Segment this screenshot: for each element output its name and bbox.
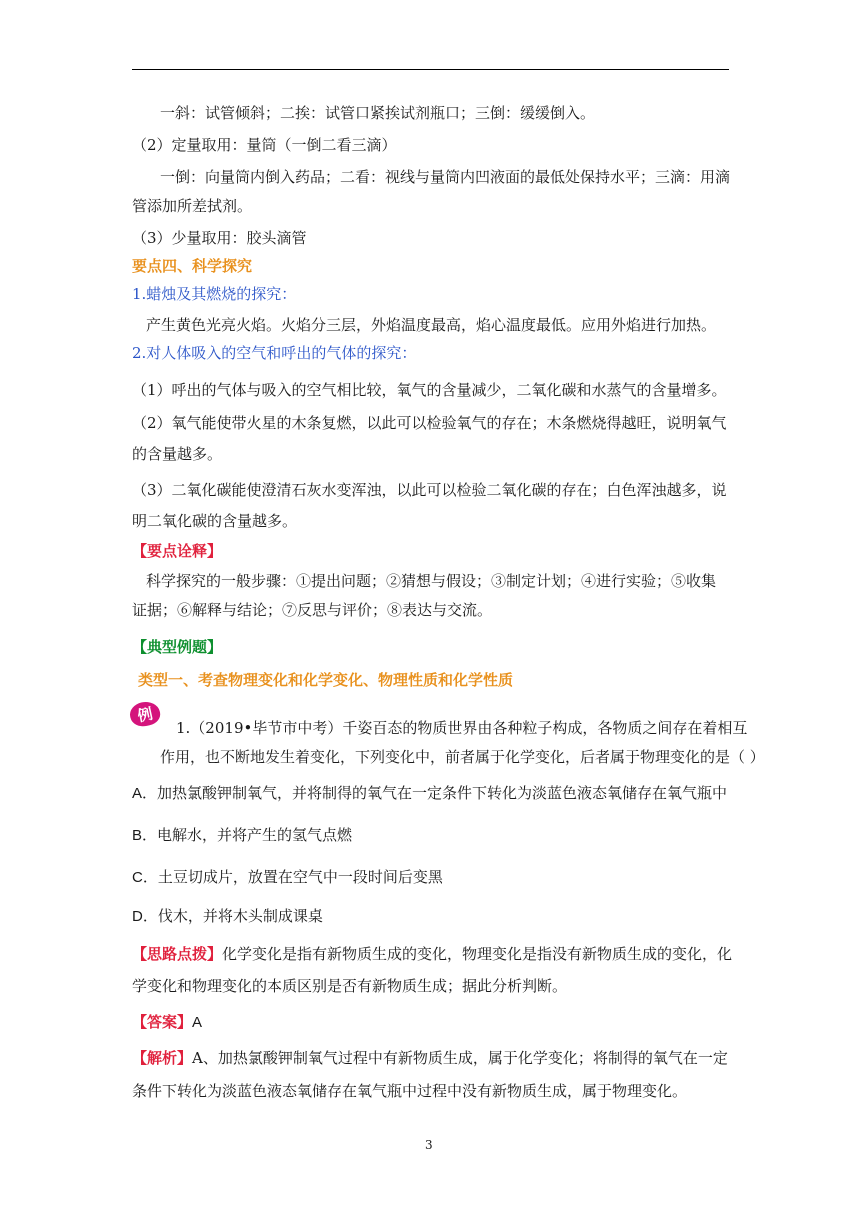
- option-b: B．电解水，并将产生的氢气点燃: [132, 827, 353, 844]
- answer-value: A: [192, 1014, 203, 1031]
- text-line: 证据；⑥解释与结论；⑦反思与评价；⑧表达与交流。: [132, 601, 493, 619]
- analysis-text: A、加热氯酸钾制氧气过程中有新物质生成，属于化学变化；将制得的氧气在一定: [192, 1049, 728, 1067]
- text-line: （3）少量取用：胶头滴管: [132, 229, 307, 247]
- page-number: 3: [425, 1138, 433, 1152]
- subheading: 1.蜡烛及其燃烧的探究：: [132, 285, 297, 303]
- answer-label: 【答案】: [132, 1013, 193, 1031]
- option-a: A．加热氯酸钾制氧气，并将制得的氧气在一定条件下转化为淡蓝色液态氧储存在氧气瓶中: [132, 785, 728, 802]
- text-line: （3）二氧化碳能使澄清石灰水变浑浊，以此可以检验二氧化碳的存在；白色浑浊越多，说: [132, 481, 727, 499]
- hint-line: [132, 944, 732, 964]
- option-d: D．伐木，并将木头制成课桌: [132, 908, 323, 925]
- subheading: 2.对人体吸入的空气和呼出的气体的探究：: [132, 344, 417, 362]
- text-line: 一斜：试管倾斜；二挨：试管口紧挨试剂瓶口；三倒：缓缓倒入。: [160, 104, 596, 122]
- examples-label: 【典型例题】: [132, 638, 223, 656]
- text-line: （1）呼出的气体与吸入的空气相比较，氧气的含量减少，二氧化碳和水蒸气的含量增多。: [132, 381, 727, 399]
- question-line: 作用，也不断地发生着变化，下列变化中，前者属于化学变化，后者属于物理变化的是（ ）: [160, 748, 765, 766]
- text-line: 一倒：向量筒内倒入药品；二看：视线与量筒内凹液面的最低处保持水平；三滴：用滴: [160, 168, 731, 186]
- text-line: （2）氧气能使带火星的木条复燃，以此可以检验氧气的存在；木条燃烧得越旺，说明氧气: [132, 414, 727, 432]
- text-line: （2）定量取用：量筒（一倒二看三滴）: [132, 136, 397, 154]
- analysis-label: 【解析】: [132, 1049, 193, 1067]
- analysis-line-2: 条件下转化为淡蓝色液态氧储存在氧气瓶中过程中没有新物质生成，属于物理变化。: [132, 1082, 688, 1100]
- option-c: C．土豆切成片，放置在空气中一段时间后变黑: [132, 869, 443, 886]
- text-line: 管添加所差拭剂。: [132, 197, 253, 215]
- example-badge: 例: [128, 699, 162, 729]
- hint-label: 【思路点拨】: [132, 945, 223, 963]
- hint-text: 化学变化是指有新物质生成的变化，物理变化是指没有新物质生成的变化，化: [222, 945, 733, 963]
- analysis-line: [132, 1048, 728, 1068]
- hint-line-2: 学变化和物理变化的本质区别是否有新物质生成；据此分析判断。: [132, 977, 568, 995]
- key-note-label: 【要点诠释】: [132, 542, 223, 560]
- question-line: 1.（2019•毕节市中考）千姿百态的物质世界由各种粒子构成，各物质之间存在着相互: [176, 719, 748, 737]
- answer-line: [132, 1012, 202, 1033]
- text-line: 产生黄色光亮火焰。火焰分三层，外焰温度最高，焰心温度最低。应用外焰进行加热。: [146, 316, 717, 334]
- text-line: 明二氧化碳的含量越多。: [132, 512, 298, 530]
- text-line: 科学探究的一般步骤：①提出问题；②猜想与假设；③制定计划；④进行实验；⑤收集: [146, 572, 717, 590]
- text-line: 的含量越多。: [132, 445, 223, 463]
- header-rule: [132, 69, 729, 70]
- type-heading: 类型一、考查物理变化和化学变化、物理性质和化学性质: [138, 671, 514, 689]
- section-heading: 要点四、科学探究: [132, 257, 253, 275]
